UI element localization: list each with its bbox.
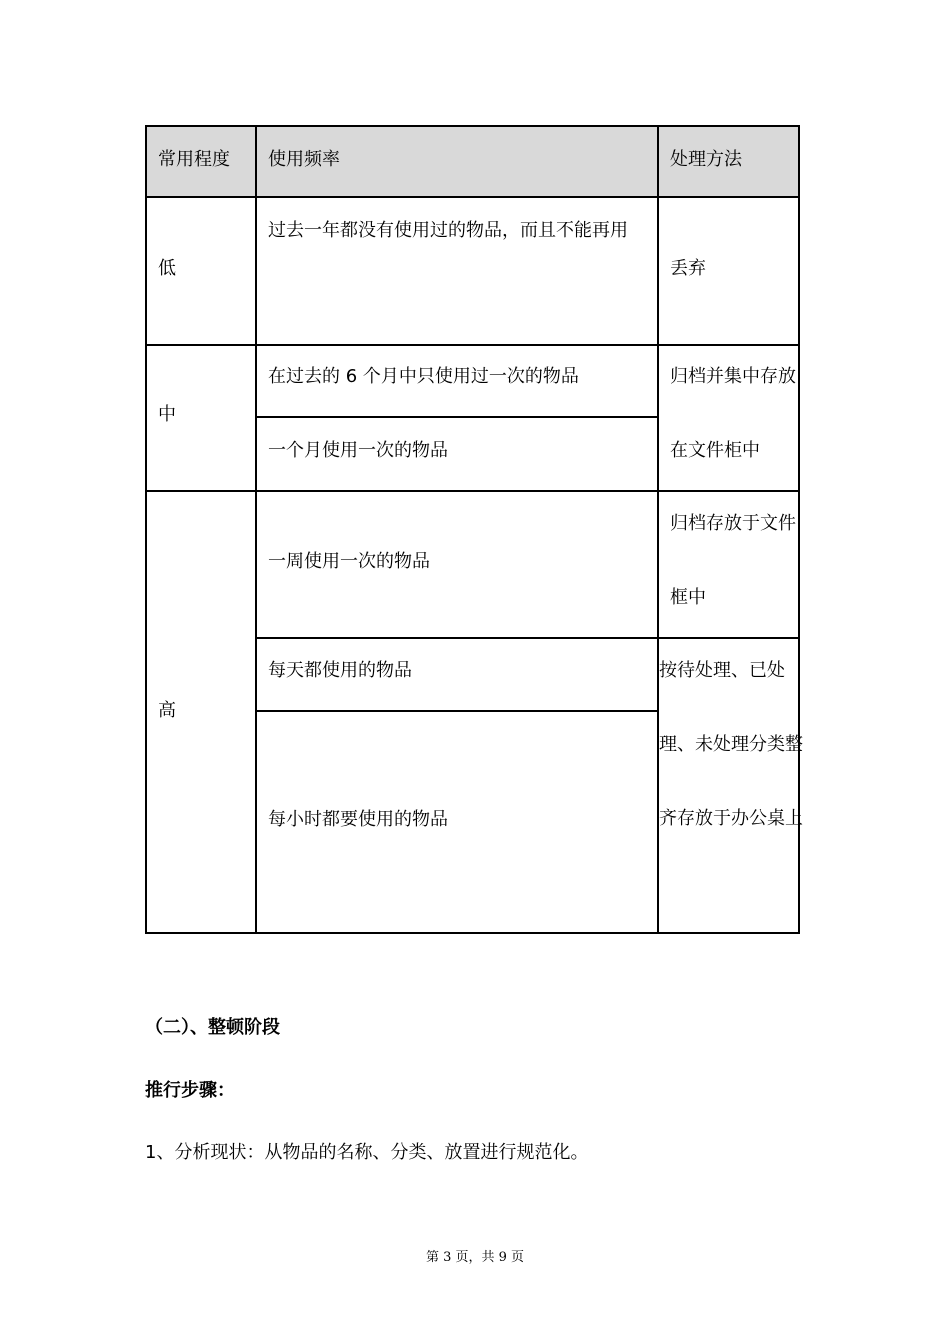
frequency-cell: 过去一年都没有使用过的物品，而且不能再用 bbox=[268, 220, 628, 241]
step-item: 1、分析现状：从物品的名称、分类、放置进行规范化。 bbox=[145, 1142, 589, 1163]
method-cell: 归档存放于文件框中 bbox=[670, 513, 796, 608]
frequency-cell: 每小时都要使用的物品 bbox=[268, 809, 448, 830]
header-handling-method: 处理方法 bbox=[670, 149, 742, 170]
table-divider bbox=[255, 125, 257, 934]
method-cell: 按待处理、已处理、未处理分类整齐存放于办公桌上 bbox=[659, 660, 803, 829]
frequency-cell: 每天都使用的物品 bbox=[268, 660, 412, 681]
level-high: 高 bbox=[158, 700, 176, 721]
frequency-cell: 一周使用一次的物品 bbox=[268, 551, 430, 572]
method-cell: 归档并集中存放在文件柜中 bbox=[670, 366, 796, 461]
level-low: 低 bbox=[158, 258, 176, 279]
section-heading: （二）、整顿阶段 bbox=[145, 1017, 280, 1038]
frequency-cell: 在过去的 6 个月中只使用过一次的物品 bbox=[268, 366, 579, 387]
method-cell: 丢弃 bbox=[670, 258, 706, 279]
steps-title: 推行步骤： bbox=[145, 1080, 235, 1101]
page-number: 第 3 页，共 9 页 bbox=[425, 1250, 525, 1265]
level-medium: 中 bbox=[158, 404, 176, 425]
header-usage-frequency: 使用频率 bbox=[268, 149, 340, 170]
header-usage-level: 常用程度 bbox=[158, 149, 230, 170]
frequency-cell: 一个月使用一次的物品 bbox=[268, 440, 448, 461]
table-divider bbox=[255, 710, 659, 712]
